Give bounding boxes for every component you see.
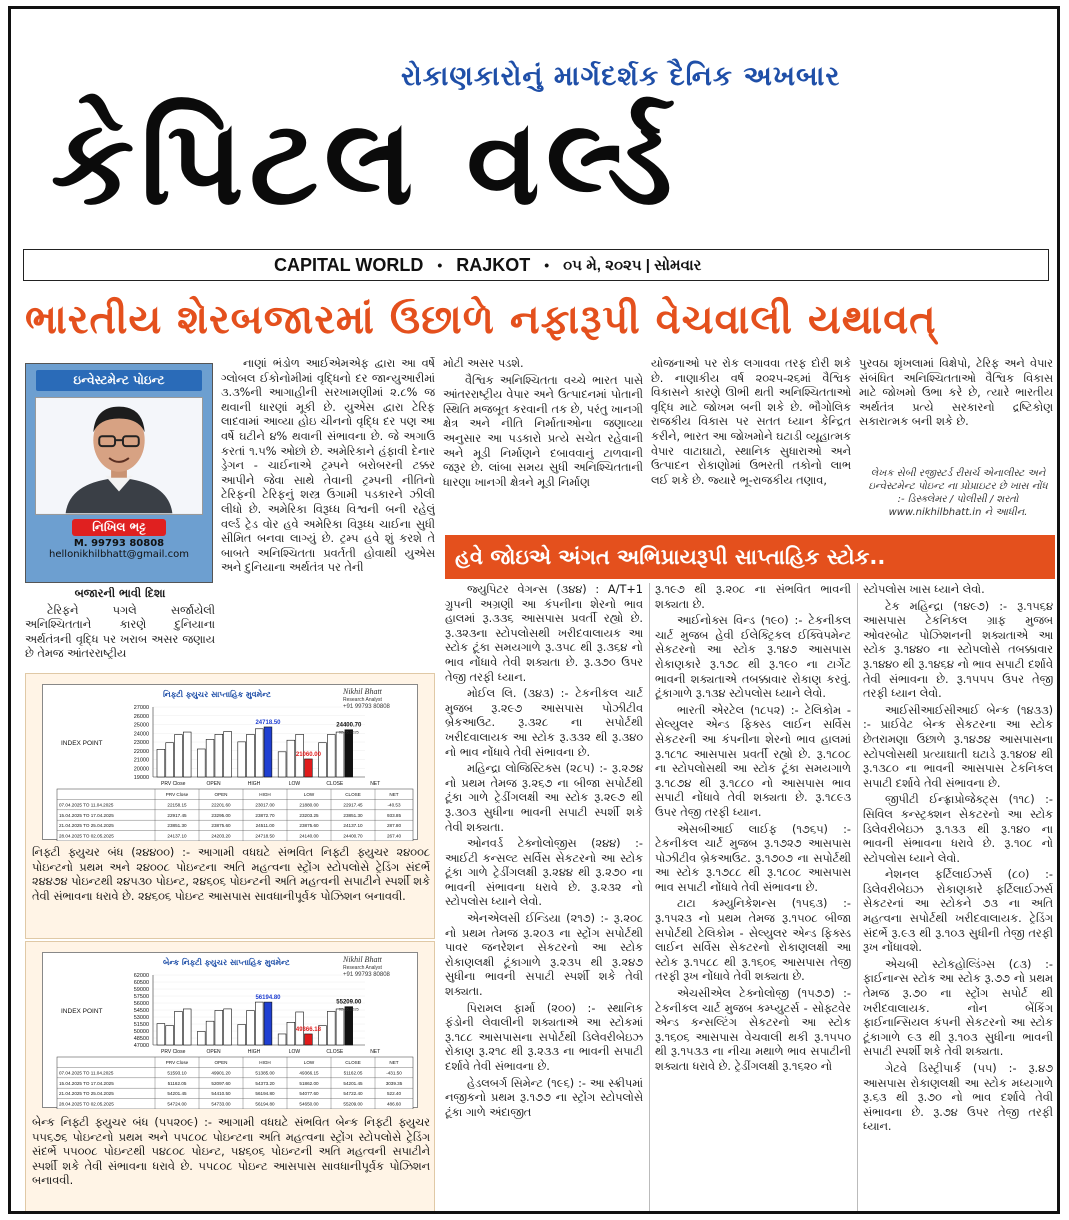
stock-item: આઈસીઆઈસીઆઈ બેન્ક (૧૪૩૩) :- પ્રાઈવેટ બેન્ક સેકટરના આ સ્ટોક છેતરામણા ઉછાળે રૂ.૧૪૭૪ આસપાસના સ્ટોપલોસથી પ્રત્યાઘાતી ઘટાડે રૂ.૧૪૦૪ થી રૂ.૧૩૮૦ ના ભાવની આસપાસ ટેકનિકલ સપાટી દર્શાવે તેવી સંભાવના છે. [863,703,1053,790]
article-paragraph: નાણાં ભંડોળ આઈએમએફ દ્વારા આ વર્ષે ગ્લોબલ ઈકોનોમીમાં વૃદ્ધિનો દર જાન્યુઆરીમાં ૩.૩%ની આગાહીની સરખામણીમાં ૨.૮% જ થવાની ધારણાં મૂકી છે. યુએસ દ્વારા ટેરિફ લાદવામાં આવ્યા હોઇ ચીનનો વૃદ્ધિ દર પણ આ વર્ષે ઘટીને ૪% થવાની સંભાવના છે. જે અગાઉ કરતાં ૧.૫% ઓછો છે. અમેરિકાને હંફાવી દેનાર ડ્રેગન - ચાઈનાએ ટ્રમ્પને બરોબરની ટક્કર આપીને જેવા સાથે તેવાની ટ્રમ્પની નીતિનો ટેરિફની ટેરિફનું શસ્ત્ર ઉગામી પડકારને ઝીલી લીધો છે. અમેરિકા વિરૂધ્ધ વિશ્વની બની રહેલું વર્લ્ડ ટ્રેડ વોર હવે અમેરિકા વિરૂધ્ધ ચાઈના સુધી સીમિત બનવા લાગ્યું છે. ટ્રમ્પ હવે શું કરશે તે બાબતે અનિશ્ચિતતા પ્રવર્તતી હોવાથી યુએસ અને દુનિયાના અર્થતંત્ર પર તેની [221,357,435,575]
paper-name: CAPITAL WORLD [274,254,424,275]
article-paragraph: ટેરિફને પગલે સર્જાયેલી અનિશ્ચિતતાને કારણે દુનિયાના અર્થતંત્રની વૃદ્ધિ પર ખરાબ અસર જણાય છે તેમજ આંતરરાષ્ટ્રીય [25,603,215,661]
chart-data-label: 56194.80 [255,995,281,1002]
table-header-cell: PRV Close [165,1060,189,1065]
table-cell: 22917.45 [343,802,363,808]
table-cell: 54201.45 [343,1080,363,1086]
table-header-cell: PRV Close [165,792,189,797]
city-name: RAJKOT [456,254,531,275]
chart-bar [183,732,191,777]
chart-bar [336,1009,344,1045]
banknifty-chart-panel [42,952,418,1108]
stock-item: એચસીએલ ટેક્નોલોજી (૧૫૭૭) :- ટેકનીકલ ચાર્ટ મુજબ કમ્પ્યુટર્સ - સોફ્ટવેર એન્ડ કન્સલ્ટિંગ સેકટરનો આ સ્ટોક રૂ.૧૬૦૬ આસપાસ વેચવાલી થકી રૂ.૧૫૫૦ થી રૂ.૧૫૩૩ ના નીચા મથાળે ભાવ સપાટીની શક્યતા ધરાવે છે. ટ્રેડીંગલક્ષી રૂ.૧૬૨૦ નો [655,987,851,1073]
chart-brand-phone: +91 99793 80808 [343,704,390,710]
x-tick-label: NET [370,781,381,787]
table-cell: 54724.00 [167,1101,187,1107]
nifty-chart-box [25,673,435,939]
y-tick-label: 26000 [133,713,149,720]
author-profile-box [25,363,213,583]
table-header-cell: NET [389,792,399,797]
table-header-cell: HIGH [259,792,271,797]
table-cell: 23875.60 [211,823,231,829]
chart-bar [215,1010,223,1045]
chart-data-label: 55209.00 [336,999,362,1006]
x-tick-label: CLOSE [326,1049,344,1055]
banknifty-futures-chart [43,953,419,1109]
y-tick-label: 59000 [133,987,149,993]
y-tick-label: 23000 [133,740,149,746]
chart-data-label: 24400.70 [336,722,362,729]
chart-bar [345,730,353,777]
table-cell: 22158.15 [167,802,187,808]
stock-item: પિરામલ ફાર્મા (૨૦૦) :- સ્થાનિક ફંડોની લેવાલીની શક્યતાએ આ સ્ટોકમાં રૂ.૧૮૮ આસપાસના સપોર્ટથી ડિલેવરીબેઇઝ રોકાણ રૂ.૨૧૮ થી રૂ.૨૩૩ ના ભાવની સપાટી દર્શાવે તેવી સંભાવના છે. [445,1001,643,1073]
table-cell: -431.50 [386,1070,402,1076]
table-cell: 287.80 [386,823,402,829]
stock-item: આઈનોક્સ વિન્ડ (૧૯૦) :- ટેકનીકલ ચાર્ટ મુજબ હેવી ઈલેક્ટ્રિકલ ઈક્વિપમેન્ટ સેકટરનો આ સ્ટોક રૂ.૧૪૭ આસપાસ રોકાણકારે રૂ.૧૭૮ થી રૂ.૧૯૦ ના ટાર્ગેટ ભાવની શક્યતાએ તબક્કાવાર રોકાણ કરવું. ટૂંકાગાળે રૂ.૧૩૪ સ્ટોપલોસ ધ્યાને લેવો. [655,614,851,701]
chart-bar [247,734,255,777]
article-paragraph: વૈશ્વિક અનિશ્ચિતતા વચ્ચે ભારત પાસે આંતરરાષ્ટ્રીય વેપાર અને ઉત્પાદનમાં પોતાની સ્થિતિ મજબૂત કરવાની તક છે, પરંતુ ખાનગી ક્ષેત્ર અને નીતિ નિર્માતાઓના જણાવ્યા અનુસાર આ પડકારો પ્રત્યે સચેત રહેવાની અને મૂડી નિર્માણને દબાવવાનું ટાળવાની જરૂર છે. લાંબા સમય સુધી અનિશ્ચિતતાની ધારણા ખાનગી ક્ષેત્રને મૂડી નિર્માણ [443,373,643,489]
chart-brand-sub: Research Analyst [343,965,382,971]
table-cell: 15.04.2025 TO 17.04.2025 [59,1080,114,1086]
table-cell: 486.60 [386,1101,402,1107]
y-tick-label: 24000 [133,731,149,738]
stock-item: રૂ.૧૯૭ થી રૂ.૨૦૮ ના સંભવિત ભાવની શક્યતા છે. [655,583,851,611]
table-cell: 23295.00 [211,812,231,818]
table-cell: 24137.10 [167,833,187,839]
chart-bar [255,1002,263,1045]
table-cell: 24400.70 [343,833,363,839]
nifty-futures-chart [43,685,419,841]
table-cell: 22917.45 [167,812,187,818]
x-tick-label: LOW [288,781,301,787]
article-paragraph: પુરવઠા શૃંખલામાં વિક્ષેપો, ટેરિફ અને વેપાર સંબંધિત અનિશ્ચિતતાઓ વૈશ્વિક વિકાસ માટે જોખમો ઉભા કરે છે, ત્યારે ભારતીય અર્થતંત્ર પ્રત્યે સરકારનો દ્રષ્ટિકોણ સકારાત્મક બની શકે છે. [859,357,1053,429]
stocks-column-a [445,583,643,1213]
stock-item: મહિન્દ્રા લોજિસ્ટિક્સ (૨૮૫) :- રૂ.૨૭૪ નો પ્રથમ તેમજ રૂ.૨૬૭ ના બીજા સપોર્ટથી ટૂંકા ગાળે ટ્રેડીંગલક્ષી આ સ્ટોક રૂ.૨૯૭ થી રૂ.૩૦૩ સુધીના ભાવની સપાટી સ્પર્શી શકે તેવી શક્યતા. [445,762,643,834]
author-email[interactable]: hellonikhilbhatt@gmail.com [49,549,189,560]
stock-item: ગેટવે ડિસ્ટ્રીપાર્ક (૫૫) :- રૂ.૪૭ આસપાસ રોકાણલક્ષી આ સ્ટોક મધ્યગાળે રૂ.૬૩ થી રૂ.૭૦ નો ભાવ દર્શાવે તેવી સંભાવના છે. રૂ.૭૪ ઉપર તેજી તરફી ધ્યાન. [863,1062,1053,1134]
y-tick-label: 48500 [133,1036,149,1042]
nifty-chart-caption: નિફ્ટી ફ્યુચર બંધ (૨૪૪૦૦) :- આગામી વધઘટે સંભવિત નિફ્ટી ફ્યુચર ૨૪૦૦૮ પોઇન્ટનો પ્રથમ અને ૨૪૦૦૮ પોઇન્ટના અતિ મહત્વના સ્ટ્રોંગ સ્ટોપલોસે ટ્રેડિંગ સંદર્ભે ૨૪૪૭૪ પોઇન્ટથી ૨૪૫૩૦ પોઇન્ટ, ૨૪૬૦૬ પોઇન્ટની અતિ મહત્વની સપાટીને સ્પર્શી શકે તેવી સંભાવના ધરાવે છે. ૨૪૬૦૬ પોઇન્ટ આસપાસ સાવધાનીપૂર્વક પોઝિશન બનાવવી. [32,846,430,903]
article-column-5 [859,357,1053,463]
stock-item: જ્યુપિટર વેગન્સ (૩૪૪) : A/T+1 ગ્રુપની અગ્રણી આ કંપનીના શેરનો ભાવ હાલમાં રૂ.૩૩૬ આસપાસ પ્રવર્તી રહ્યો છે. રૂ.૩૨૩ના સ્ટોપલોસથી ખરીદવાલાયક આ સ્ટોક ટૂંકા સમયગાળે રૂ.૩૫૮ થી રૂ.૩૬૪ નો ભાવ નોંધાવે તેવી શક્યતા છે. રૂ.૩૭૦ ઉપર તેજી તરફી ધ્યાન. [445,583,643,684]
stock-item: ટેક મહિન્દ્રા (૧૪૯૭) :- રૂ.૧૫૬૪ આસપાસ ટેકનિકલ ગ્રાફ મુજબ ઓવરબોટ પોઝિશનની શક્યતાએ આ સ્ટોક રૂ.૧૪૪૦ ના સ્ટોપલોસે તબક્કાવાર રૂ.૧૪૪૦ થી રૂ.૧૪૬૪ નો ભાવ સપાટી દર્શાવે તેવી સંભાવના છે. રૂ.૧૫૫૫ ઉપર તેજી તરફી ધ્યાન લેવો. [863,599,1053,701]
table-cell: 24137.10 [343,823,363,829]
separator-dot: • [544,257,550,273]
article-column-1 [25,587,215,667]
stock-item: હેડલબર્ગ સિમેન્ટ (૧૯૬) :- આ સ્ક્રીપમાં નજીકનો પ્રથમ રૂ.૧૭૭ ના સ્ટ્રોંગ સ્ટોપલોસે ટૂંકા ગાળે અંદાજીત [445,1076,643,1119]
table-cell: 54373.20 [255,1080,275,1086]
x-tick-label: LOW [288,1049,301,1055]
y-tick-label: 19000 [133,775,149,781]
stock-item: મોઈલ લિ. (૩૪૩) :- ટેકનીકલ ચાર્ટ મુજબ રૂ.૨૯૭ આસપાસ પોઝીટીવ બ્રેકઆઉટ. રૂ.૩૨૮ ના સપોર્ટથી ખરીદવાલાયક આ સ્ટોક રૂ.૩૩૨ થી રૂ.૩૪૦ નો ભાવ નોંધાવે તેવી સંભાવના છે. [445,687,643,759]
table-cell: 07.04.2025 TO 11.04.2025 [59,1070,114,1076]
table-cell: 23875.60 [299,823,319,829]
table-cell: 07.04.2025 TO 11.04.2025 [59,802,114,808]
chart-bar [224,731,232,777]
table-cell: 54733.00 [211,1101,231,1107]
chart-title: બેન્ક નિફ્ટી ફ્યુચર સાપ્તાહિક મુવમેન્ટ [163,958,290,967]
author-disclaimer: લેખક સેબી રજીસ્ટર્ડ રીસર્ચ એનાલીસ્ટ અને ઇન્વેસ્ટમેન્ટ પોઇન્ટ ના પ્રોપ્રાઇટર છે ખાસ નોંધ :- ડિસ્ક્લેમર / પોલીસી / શરતો www.nikhilbhatt.in ને આધીન. [868,468,1048,518]
stock-item: ઓનવર્ડ ટેક્નોલોજીસ (૨૪૪) :- આઈટી કન્સલ્ટ સર્વિસ સેકટરનો આ સ્ટોક ટૂંકા ગાળે ટ્રેડીંગલક્ષી રૂ.૨૪૪ થી રૂ.૨૭૦ ના ભાવની સંભાવના ધરાવે છે. રૂ.૨૩૨ નો સ્ટોપલોસ ધ્યાને લેવો. [445,837,643,909]
table-cell: 267.40 [386,833,402,839]
chart-bar [327,735,335,777]
chart-bar [305,759,313,777]
table-cell: 54077.60 [299,1091,319,1097]
y-tick-label: 56000 [133,1001,149,1007]
y-tick-label: 62000 [133,973,149,979]
chart-axis-label: INDEX POINT [61,740,103,747]
table-cell: 51862.00 [299,1080,319,1086]
table-header-cell: CLOSE [345,1060,361,1065]
table-cell: 21.04.2025 TO 25.04.2025 [59,1091,114,1097]
table-cell: 51162.05 [167,1080,187,1086]
chart-bar [175,735,183,777]
chart-bar [183,1009,191,1045]
x-tick-label: HIGH [247,1049,261,1055]
chart-bar [327,1011,335,1045]
main-headline: ભારતીય શેરબજારમાં ઉછાળે નફારૂપી વેચવાલી યથાવત્ [25,297,937,343]
table-cell: 28.04.2025 TO 02.05.2025 [59,833,114,839]
x-tick-label: HIGH [247,781,261,787]
article-paragraph: યોજનાઓ પર રોક લગાવવા તરફ દોરી શકે છે. નાણાકીય વર્ષ ૨૦૨૫-૨૬માં વૈશ્વિક વિકાસને કારણે ઊભી થતી અનિશ્ચિતતાઓ વૃદ્ધિ માટે જોખમ બની શકે છે. ભૌગોલિક રાજકીય વિકાસ પર સતત ધ્યાન કેન્દ્રિત કરીને, ભારત આ જોખમોને ઘટાડી વ્યૂહાત્મક વેપાર વાટાઘાટો, સ્થાનિક સુધારાઓ અને ઉત્પાદન રોકાણોમાં ઉભરતી તકોનો લાભ લઈ શકે છે. જ્યારે ભૂ-રાજકીય તણાવ, [651,357,851,487]
chart-bar [175,1011,183,1045]
table-cell: 51162.05 [343,1070,363,1076]
chart-bar [238,742,246,777]
chart-bar [206,1021,214,1045]
y-tick-label: 21000 [133,757,149,764]
y-tick-label: 53000 [133,1015,149,1021]
table-cell: 52097.60 [211,1080,231,1086]
table-cell: 23203.25 [299,812,319,818]
table-cell: 21.04.2025 TO 25.04.2025 [59,823,114,829]
table-cell: 23017.00 [255,802,275,808]
issue-date: ૦૫ મે, ૨૦૨૫ | સોમવાર [563,256,702,274]
chart-bar [197,1031,205,1045]
table-cell: 21880.00 [299,802,319,808]
stock-item: નેશનલ ફર્ટિલાઈઝર્સ (૮૦) :- ડિલેવરીબેઇઝ રોકાણકારે ફર્ટિલાઈઝર્સ સેકટરનાં આ સ્ટોકને ૭૩ ના અતિ મહત્વના સપોર્ટથી ખરીદવાલાયક. ટ્રેડિંગ સંદર્ભે રૂ.૯૩ થી રૂ.૧૦૩ સુધીની તેજી તરફી રૂખ નોંધાવશે. [863,868,1053,955]
table-cell: 56194.80 [255,1101,275,1107]
column-divider [857,583,858,1213]
stock-item: એચબી સ્ટોકહોલ્ડિંગ્સ (૮૩) :- ફાઈનાન્સ સ્ટોક આ સ્ટોક રૂ.૭૭ નો પ્રથમ તેમજ રૂ.૭૦ ના સ્ટ્રોંગ સપોર્ટ થી ખરીદવાલાયક. નોન બેંકિંગ ફાઈનાન્સિયલ કંપની સેકટરનો આ સ્ટોક ટૂંકાગાળે ૯૩ થી રૂ.૧૦૩ સુધીના ભાવની સપાટી સ્પર્શી શકે તેવી શક્યતા. [863,957,1053,1059]
table-header-cell: OPEN [214,1060,228,1065]
table-header-cell: OPEN [214,792,228,797]
stock-item: સ્ટોપલોસ ખાસ ધ્યાને લેવો. [863,583,985,596]
y-tick-label: 51500 [133,1022,149,1028]
stock-item: એનએલસી ઈન્ડિયા (૨૧૭) :- રૂ.૨૦૮ નો પ્રથમ તેમજ રૂ.૨૦૩ ના સ્ટ્રોંગ સપોર્ટથી પાવર જનરેશન સેકટરનો આ સ્ટોક રોકાણલક્ષી ટૂંકાગાળે રૂ.૨૩૫ થી રૂ.૨૪૭ સુધીના ભાવની સપાટી સ્પર્શી શકે તેવી શક્યતા. [445,912,643,999]
chart-bar [166,1026,174,1045]
chart-bar [255,729,263,777]
stock-item: ટાટા કમ્યુનિકેશન્સ (૧૫૬૩) :- રૂ.૧૫૨૩ નો પ્રથમ તેમજ રૂ.૧૫૦૮ બીજા સપોર્ટથી ટેલિકોમ - સેલ્યુલર એન્ડ ફિક્સ્ડ લાઈન સર્વિસ સેકટરનો રોકાણલક્ષી આ સ્ટોક રૂ.૧૫૮૮ થી રૂ.૧૬૦૬ આસપાસ તેજી તરફી રૂખ નોંધાવે તેવી શક્યતા છે. [655,897,851,984]
dateline-bar [23,249,1049,281]
chart-bar [157,1024,165,1045]
table-cell: 28.04.2025 TO 02.05.2025 [59,1101,114,1107]
article-paragraph: મોટી અસર પડશે. [443,357,524,370]
chart-brand-phone: +91 99793 80808 [343,972,390,978]
y-tick-label: 50000 [133,1029,149,1035]
author-name: નિખિલ ભટ્ટ [72,519,166,536]
chart-bar [264,1002,272,1045]
newspaper-page [8,6,1060,1214]
chart-data-label: 24718.50 [255,719,281,726]
article-column-4 [651,357,851,535]
chart-bar [336,732,344,777]
table-cell: 23872.70 [255,812,275,818]
y-tick-label: 54500 [133,1008,149,1014]
y-tick-label: 20000 [133,766,149,773]
table-cell: 54722.40 [343,1091,363,1097]
banknifty-chart-box [25,941,435,1213]
chart-bar [305,1034,313,1045]
chart-data-label: 21060.00 [295,751,321,758]
chart-bar [224,1009,232,1045]
x-tick-label: OPEN [206,1049,221,1055]
table-cell: 49366.15 [299,1070,319,1076]
x-tick-label: NET [370,1049,381,1055]
chart-bar [287,1022,295,1045]
x-tick-label: OPEN [206,781,221,787]
masthead-title: કેપિટલ વર્લ્ડ [51,93,679,231]
profile-title: ઇન્વેસ્ટમેન્ટ પોઇન્ટ [36,370,202,391]
chart-bar [287,740,295,777]
table-cell: 51593.10 [167,1070,187,1076]
table-cell: 23851.30 [343,812,363,818]
author-portrait-icon [36,397,202,514]
table-cell: -40.53 [387,802,401,808]
stocks-column-b [655,583,851,1213]
chart-bar [197,749,205,777]
chart-bar [166,743,174,777]
chart-bar [247,1011,255,1045]
chart-bar [345,1007,353,1045]
x-tick-label: PRV Close [161,781,186,787]
y-tick-label: 57500 [133,994,149,1000]
table-cell: 15.04.2025 TO 17.04.2025 [59,812,114,818]
table-header-cell: HIGH [259,1060,271,1065]
weekly-stocks-banner: હવે જોઇએ અંગત અભિપ્રાયરૂપી સાપ્તાહિક સ્ટોક.. [445,535,1055,579]
table-cell: 55209.00 [343,1101,363,1107]
chart-bar [264,727,272,777]
chart-brand: Nikhil Bhatt [343,955,382,964]
y-tick-label: 47000 [133,1043,149,1049]
author-photo [35,397,203,515]
chart-bar [278,1034,286,1045]
table-cell: 54650.00 [299,1101,319,1107]
chart-bar [319,743,327,777]
y-tick-label: 27000 [133,705,149,711]
y-tick-label: 60500 [133,980,149,986]
table-cell: 24511.00 [255,823,275,829]
x-tick-label: PRV Close [161,1049,186,1055]
x-tick-label: CLOSE [326,781,344,787]
table-header-cell: LOW [303,792,315,797]
table-cell: 23851.30 [167,823,187,829]
stock-item: ભારતી એરટેલ (૧૮૫૨) :- ટેલિકોમ - સેલ્યુલર એન્ડ ફિક્સ્ડ લાઈન સર્વિસ સેકટરની આ કંપનીના શેરનો ભાવ હાલમાં રૂ.૧૮૧૮ આસપાસ પ્રવર્તી રહ્યો છે. રૂ.૧૮૦૮ ના સ્ટોપલોસથી આ સ્ટોક ટૂંકા સમયગાળે રૂ.૧૮૭૪ થી રૂ.૧૮૮૦ નો આસપાસ ભાવ સપાટી નોંધાવે તેવી શક્યતા છે. રૂ.૧૮૯૩ ઉપર તેજી તરફી ધ્યાન. [655,703,851,819]
masthead-tagline: રોકાણકારોનું માર્ગદર્શક દૈનિક અખબાર [401,61,841,92]
stock-item: એસબીઆઈ લાઈફ (૧૭૬૫) :- ટેકનીકલ ચાર્ટ મુજબ રૂ.૧૭૨૭ આસપાસ પોઝીટીવ બ્રેકઆઉટ. રૂ.૧૭૦૭ ના સપોર્ટથી આ સ્ટોક રૂ.૧૭૮૮ થી રૂ.૧૮૦૮ આસપાસ ભાવ સપાટી નોંધાવે તેવી સંભાવના છે. [655,822,851,894]
table-header-cell: NET [389,1060,399,1065]
author-mobile: M. 99793 80808 [73,538,165,549]
chart-label-date: 02.05.2025 [338,1006,359,1012]
column-divider [649,583,650,1213]
chart-bar [157,749,165,777]
chart-title: નિફ્ટી ફ્યુચર સાપ્તાહિક મુવમેન્ટ [163,690,271,699]
chart-axis-label: INDEX POINT [61,1008,103,1015]
y-tick-label: 22000 [133,748,149,755]
stock-item: જીપીટી ઈન્ફ્રાપ્રોજેક્ટ્સ (૧૧૮) :- સિવિલ કન્સ્ટ્રક્શન સેકટરનો આ સ્ટોક ડિલેવરીબેઇઝ રૂ.૧૩૩ થી રૂ.૧૪૦ ના ભાવની સંભાવના ધરાવે છે. રૂ.૧૦૮ નો સ્ટોપલોસ ધ્યાને લેવો. [863,793,1053,865]
banknifty-chart-caption: બેન્ક નિફ્ટી ફ્યુચર બંધ (૫૫૨૦૯) :- આગામી વધઘટે સંભવિત બેન્ક નિફ્ટી ફ્યુચર ૫૫૬૭૬ પોઇન્ટનો પ્રથમ અને ૫૫૮૦૮ પોઇન્ટના અતિ મહત્વના સ્ટ્રોંગ સ્ટોપલોસે ટ્રેડિંગ સંદર્ભે ૫૫૦૦૮ પોઇન્ટથી ૫૪૮૦૮ પોઇન્ટ, ૫૪૬૦૬ પોઇન્ટની અતિ મહત્વની સપાટીને સ્પર્શી શકે તેવી સંભાવના ધરાવે છે. ૫૫૮૦૮ પોઇન્ટ આસપાસ સાવધાનીપૂર્વક પોઝિશન બનાવવી. [32,1116,430,1188]
article-column-2 [221,357,435,669]
chart-bar [238,1025,246,1045]
article-column-3 [443,357,643,535]
chart-brand: Nikhil Bhatt [343,687,382,696]
chart-bar [278,752,286,777]
chart-data-label: 49366.18 [295,1026,321,1033]
table-cell: 49901.20 [211,1070,231,1076]
table-header-cell: CLOSE [345,792,361,797]
chart-bar [206,739,214,777]
table-cell: 51385.00 [255,1070,275,1076]
table-cell: 522.40 [386,1091,402,1097]
table-cell: 54201.45 [167,1091,187,1097]
article-subhead: બજારની ભાવી દિશા [74,587,166,600]
table-cell: 56194.80 [255,1091,275,1097]
stocks-column-c [863,583,1053,1213]
separator-dot: • [437,257,443,273]
table-cell: 54410.50 [211,1091,231,1097]
table-cell: 933.85 [386,812,402,818]
chart-bar [215,734,223,777]
table-cell: 22201.60 [211,802,231,808]
chart-brand-sub: Research Analyst [343,697,382,703]
table-cell: 3039.35 [385,1080,403,1086]
table-cell: 24718.50 [255,833,275,839]
y-tick-label: 25000 [133,722,149,729]
chart-label-date: 02.05.2025 [338,729,359,735]
table-cell: 24140.00 [299,833,319,839]
table-header-cell: LOW [303,1060,315,1065]
nifty-chart-panel [42,684,418,840]
table-cell: 24203.20 [211,833,231,839]
